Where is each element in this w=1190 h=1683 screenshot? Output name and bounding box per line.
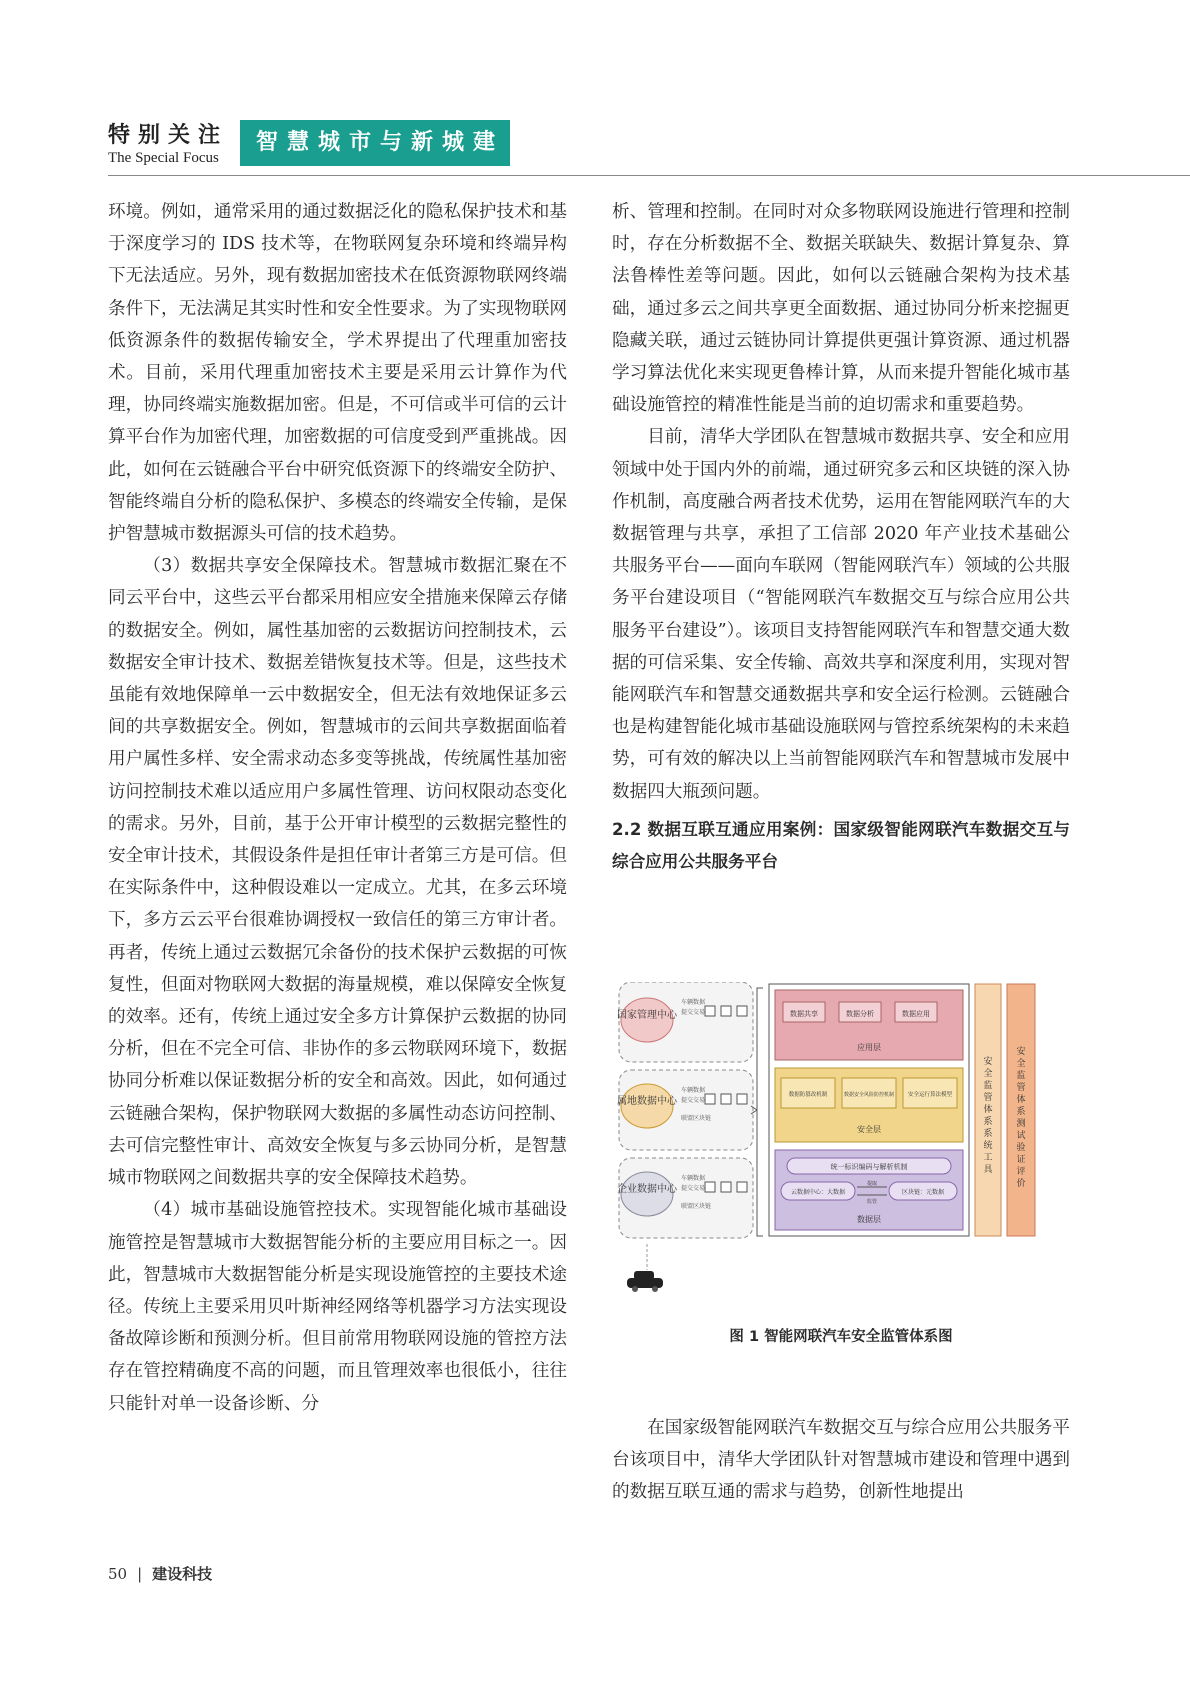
arrow-label-up: 提取: [866, 1181, 878, 1187]
tiny-label: 车辆数据: [681, 1087, 706, 1094]
arrow-label-down: 监管: [866, 1199, 878, 1205]
section-heading: 2.2 数据互联互通应用案例：国家级智能网联汽车数据交互与综合应用公共服务平台: [612, 819, 1070, 871]
node-label-enterprise: 企业数据中心: [617, 1184, 677, 1195]
paragraph: （4）城市基础设施管控技术。实现智能化城市基础设施管控是智慧城市大数据智能分析的主要应用目标之一。因此，智慧城市大数据智能分析是实现设施管控的主要技术途径。传统上主要采用贝叶斯神经网络等机器学习方法实现设备故障诊断和预测分析。但目前常用物联网设施的管控方法存在管控精确度不高的问题，而且管理效率也很低小，往往只能针对单一设备诊断、分: [108, 1200, 567, 1414]
car-icon: [627, 1271, 663, 1292]
page-number: 50: [108, 1565, 128, 1583]
tiny-label: 提交交易: [681, 1009, 706, 1016]
security-item-label: 数据防篡改机制: [788, 1092, 828, 1098]
data-top-item-label: 统一标识编码与解析机制: [830, 1163, 908, 1171]
chain-block: [721, 1094, 731, 1104]
tiny-label: 联盟区块链: [681, 1115, 712, 1122]
right-column-lower: [612, 1412, 1070, 1509]
section-label-cn: 特别关注: [108, 123, 229, 148]
tiny-label: 车辆数据: [681, 1175, 706, 1182]
section-label-en: The Special Focus: [108, 150, 219, 166]
right-column: [612, 196, 1070, 878]
figure-caption: 图 1 智能网联汽车安全监管体系图: [729, 1329, 953, 1345]
header-rule: [108, 175, 1190, 176]
topic-banner: 智慧城市与新城建: [240, 120, 510, 166]
node-label-local: 属地数据中心: [617, 1096, 677, 1107]
app-item-label: 数据共享: [790, 1010, 818, 1018]
chain-block: [721, 1006, 731, 1016]
tiny-label: 提交交易: [681, 1097, 706, 1104]
app-item-label: 数据分析: [846, 1010, 874, 1018]
chain-block: [737, 1182, 747, 1192]
node-label-national: 国家管理中心: [617, 1010, 677, 1021]
left-column: [108, 196, 567, 1420]
paragraph: 析、管理和控制。在同时对众多物联网设施进行管理和控制时，存在分析数据不全、数据关联缺失、数据计算复杂、算法鲁棒性差等问题。因此，如何以云链融合架构为技术基础，通过多云之间共享更全面数据、通过协同分析来挖掘更隐藏关联，通过云链协同计算提供更强计算资源、通过机器学习算法优化来实现更鲁棒计算，从而来提升智能化城市基础设施管控的精准性能是当前的迫切需求和重要趋势。: [612, 202, 1070, 416]
app-layer-title: 应用层: [857, 1043, 881, 1052]
paragraph: （3）数据共享安全保障技术。智慧城市数据汇聚在不同云平台中，这些云平台都采用相应安全措施来保障云存储的数据安全。例如，属性基加密的云数据访问控制技术，云数据安全审计技术、数据差错恢复技术等。但是，这些技术虽能有效地保障单一云中数据安全，但无法有效地保证多云间的共享数据安全。例如，智慧城市的云间共享数据面临着用户属性多样、安全需求动态多变等挑战，传统属性基加密访问控制技术难以适应用户多属性管理、访问权限动态变化的需求。另外，目前，基于公开审计模型的云数据完整性的安全审计技术，其假设条件是担任审计者第三方是可信。但在实际条件中，这种假设难以一定成立。尤其，在多云环境下，多方云云平台很难协调授权一致信任的第三方审计者。再者，传统上通过云数据冗余备份的技术保护云数据的可恢复性，但面对物联网大数据的海量规模，难以保障安全恢复的效率。还有，传统上通过安全多方计算保护云数据的协同分析，但在不完全可信、非协作的多云物联网环境下，数据协同分析难以保证数据分析的安全和高效。因此，如何通过云链融合架构，保护物联网大数据的多属性动态访问控制、去可信完整性审计、高效安全恢复与多云协同分析，是智慧城市物联网之间数据共享的安全保障技术趋势。: [108, 556, 567, 1189]
tiny-label: 提交交易: [681, 1185, 706, 1192]
app-item-label: 数据应用: [902, 1010, 930, 1018]
page-header: [108, 118, 1190, 174]
group-bracket: [757, 988, 763, 1236]
paragraph: 目前，清华大学团队在智慧城市数据共享、安全和应用领域中处于国内外的前端，通过研究多云和区块链的深入协作机制，高度融合两者技术优势，运用在智能网联汽车的大数据管理与共享，承担了工信部 2020 年产业技术基础公共服务平台——面向车联网（智能网联汽车）领域的公共服务平台建设项目（“智能网联汽车数据交互与综合应用公共服务平台建设”）。该项目支持智能网联汽车和智慧交通大数据的可信采集、安全传输、高效共享和深度利用，实现对智能网联汽车和智慧交通数据共享和安全运行检测。云链融合也是构建智能化城市基础设施联网与管控系统架构的未来趋势，可有效的解决以上当前智能网联汽车和智慧城市发展中数据四大瓶颈问题。: [612, 427, 1070, 802]
data-layer-title: 数据层: [857, 1215, 881, 1224]
figure-diagram: [617, 982, 1069, 1302]
paragraph: 在国家级智能网联汽车数据交互与综合应用公共服务平台该项目中，清华大学团队针对智慧城市建设和管理中遇到的数据互联互通的需求与趋势，创新性地提出: [612, 1418, 1070, 1503]
tiny-label: 车辆数据: [681, 999, 706, 1006]
chain-block: [705, 1094, 715, 1104]
security-item-label: 数据安全风险防控机制: [843, 1092, 895, 1098]
security-layer-title: 安全层: [857, 1125, 881, 1134]
page-footer: [108, 1563, 212, 1584]
tiny-label: 联盟区块链: [681, 1203, 712, 1210]
chain-block: [737, 1006, 747, 1016]
journal-name: 建设科技: [152, 1565, 213, 1583]
side-panel-evaluation-label: 安全监管体系测试验证评价: [1016, 1047, 1026, 1189]
chain-block: [705, 1006, 715, 1016]
chain-block: [705, 1182, 715, 1192]
footer-separator: |: [137, 1565, 143, 1583]
chain-block: [721, 1182, 731, 1192]
architecture-figure: [617, 982, 1069, 1302]
paragraph: 环境。例如，通常采用的通过数据泛化的隐私保护技术和基于深度学习的 IDS 技术等，在物联网复杂环境和终端异构下无法适应。另外，现有数据加密技术在低资源物联网终端条件下，无法满足其实时性和安全性要求。为了实现物联网低资源条件的数据传输安全，学术界提出了代理重加密技术。目前，采用代理重加密技术主要是采用云计算作为代理，协同终端实施数据加密。但是，不可信或半可信的云计算平台作为加密代理，加密数据的可信度受到严重挑战。因此，如何在云链融合平台中研究低资源下的终端安全防护、智能终端自分析的隐私保护、多模态的终端安全传输，是保护智慧城市数据源头可信的技术趋势。: [108, 202, 567, 545]
security-item-label: 安全运行算法模型: [907, 1092, 953, 1098]
data-left-item-label: 云数据中心：大数据: [790, 1189, 846, 1196]
data-right-item-label: 区块链：元数据: [901, 1189, 945, 1196]
chain-block: [737, 1094, 747, 1104]
side-panel-tools-label: 安全监管体系系统工具: [983, 1057, 993, 1175]
